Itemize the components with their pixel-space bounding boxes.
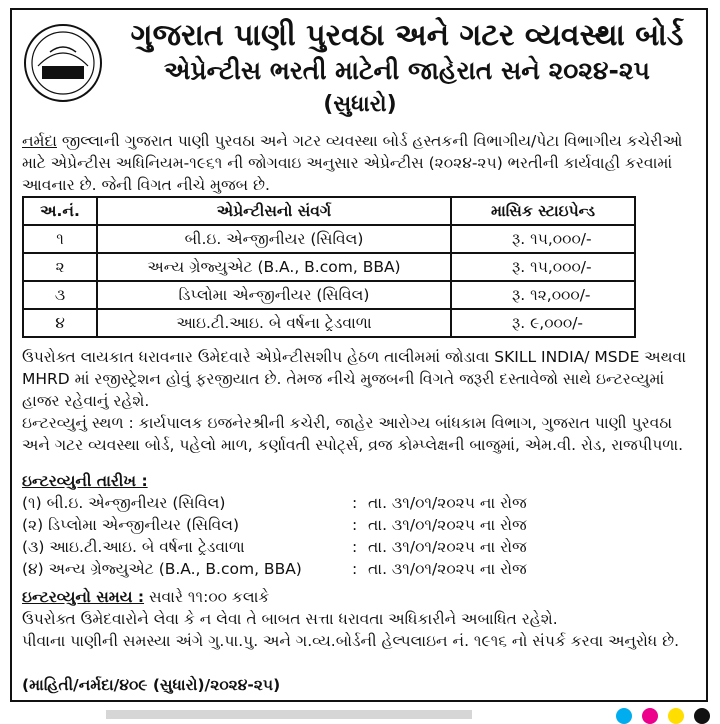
- date-row: [22, 538, 702, 560]
- yellow-register-mark: [668, 708, 684, 724]
- date-row-label: (૧) બી.ઇ. એન્જીનીયર (સિવિલ): [22, 494, 226, 512]
- intro-text: જીલ્લાની ગુજરાત પાણી પુરવઠા અને ગટર વ્યવસ્થા બોર્ડ હસ્તકની વિભાગીય/પેટા વિભાગીય કચેરીઓ માટે એપ્રેન્ટીસ અધિનિયમ-૧૯૬૧ ની જોગવાઇ અનુસાર એપ્રેન્ટીસ (૨૦૨૪-૨૫) ભરતીની કાર્યવાહી કરવામાં આવનાર છે. જેની વિગત નીચે મુજબ છે.: [22, 132, 683, 194]
- cell-serial: ૩: [23, 281, 97, 309]
- notes-block: [22, 608, 702, 652]
- date-row-colon: :: [352, 538, 358, 556]
- date-row-label: (૪) અન્ય ગ્રેજ્યુએટ (B.A., B.com, BBA): [22, 560, 302, 578]
- print-bar: [106, 710, 472, 719]
- interview-place-text: કાર્યપાલક ઇજનેરશ્રીની કચેરી, જાહેર આરોગ્ય બાંધકામ વિભાગ, ગુજરાત પાણી પુરવઠા અને ગટર વ્યવસ્થા બોર્ડ, પહેલો માળ, કર્ણાવતી સ્પોર્ટ્સ, વ્રજ કોમ્પ્લેક્ષની બાજુમાં, એમ.વી. રોડ, રાજપીપળા.: [22, 414, 684, 454]
- date-row-value: તા. ૩૧/૦૧/૨૦૨૫ ના રોજ: [368, 538, 527, 556]
- table-header-row: [23, 197, 635, 225]
- revision-label: (સુધારો): [323, 92, 397, 117]
- cell-category: ડિપ્લોમા એન્જીનીયર (સિવિલ): [97, 281, 451, 309]
- cell-category: બી.ઇ. એન્જીનીયર (સિવિલ): [97, 225, 451, 253]
- cell-stipend: રૂ. ૧૨,૦૦૦/-: [451, 281, 635, 309]
- col-serial-header: અ.નં.: [23, 197, 97, 225]
- cell-serial: ૧: [23, 225, 97, 253]
- cell-category: અન્ય ગ્રેજ્યુએટ (B.A., B.com, BBA): [97, 253, 451, 281]
- cell-stipend: રૂ. ૧૫,૦૦૦/-: [451, 225, 635, 253]
- eligibility-paragraph: ઉપરોક્ત લાયકાત ધરાવનાર ઉમેદવારે એપ્રેન્ટીસશીપ હેઠળ તાલીમમાં જોડાવા SKILL INDIA/ MSDE અથવા MHRD માં રજીસ્ટ્રેશન હોવું ફરજીયાત છે. તેમજ નીચે મુજબની વિગતે જરૂરી દસ્તાવેજો સાથે ઇન્ટરવ્યુમાં હાજર રહેવાનું રહેશે.: [22, 348, 687, 410]
- black-register-mark: [694, 708, 710, 724]
- date-row-colon: :: [352, 560, 358, 578]
- cell-serial: ૪: [23, 309, 97, 337]
- date-row-value: તા. ૩૧/૦૧/૨૦૨૫ ના રોજ: [368, 494, 527, 512]
- date-row-value: તા. ૩૧/૦૧/૨૦૨૫ ના રોજ: [368, 560, 527, 578]
- interview-time-value: સવારે ૧૧:૦૦ કલાકે: [148, 588, 270, 606]
- cell-serial: ૨: [23, 253, 97, 281]
- interview-dates-heading: ઇન્ટરવ્યુની તારીખ :: [22, 472, 148, 490]
- date-row: [22, 494, 702, 516]
- table-row: [23, 225, 635, 253]
- stipend-table: [22, 196, 636, 338]
- cell-stipend: રૂ. ૯,૦૦૦/-: [451, 309, 635, 337]
- interview-place-label: ઇન્ટરવ્યુનું સ્થળ :: [22, 414, 134, 432]
- date-row: [22, 560, 702, 582]
- table-row: [23, 281, 635, 309]
- district-name: નર્મદા: [22, 132, 57, 150]
- table-row: [23, 253, 635, 281]
- interview-time-label: ઇન્ટરવ્યુનો સમય :: [22, 588, 145, 606]
- intro-paragraph: [22, 130, 702, 196]
- cell-category: આઇ.ટી.આઇ. બે વર્ષના ટ્રેડવાળા: [97, 309, 451, 337]
- interview-place: [22, 412, 702, 456]
- cell-stipend: રૂ. ૧૫,૦૦૦/-: [451, 253, 635, 281]
- table-row: [23, 309, 635, 337]
- interview-time: [22, 586, 702, 608]
- print-strip: [0, 708, 720, 721]
- date-row-value: તા. ૩૧/૦૧/૨૦૨૫ ના રોજ: [368, 516, 527, 534]
- date-row: [22, 516, 702, 538]
- notice-title: ગુજરાત પાણી પુરવઠા અને ગટર વ્યવસ્થા બોર્ડ: [130, 18, 684, 53]
- col-stipend-header: માસિક સ્ટાઇપેન્ડ: [451, 197, 635, 225]
- date-row-colon: :: [352, 516, 358, 534]
- cyan-register-mark: [616, 708, 632, 724]
- reference-footer: (માહિતી/નર્મદા/૪૦૯ (સુધારો)/૨૦૨૪-૨૫): [22, 676, 281, 694]
- notice-subtitle: એપ્રેન્ટીસ ભરતી માટેની જાહેરાત સને ૨૦૨૪-૨૫: [164, 56, 650, 85]
- date-row-label: (૩) આઇ.ટી.આઇ. બે વર્ષના ટ્રેડવાળા: [22, 538, 245, 556]
- col-category-header: એપ્રેન્ટીસનો સંવર્ગ: [97, 197, 451, 225]
- note-line: પીવાના પાણીની સમસ્યા અંગે ગુ.પા.પુ. અને ગ.વ્ય.બોર્ડની હેલ્પલાઇન નં. ૧૯૧૬ નો સંપર્ક કરવા અનુરોધ છે.: [22, 632, 680, 650]
- note-line: ઉપરોક્ત ઉમેદવારોને લેવા કે ન લેવા તે બાબત સત્તા ધરાવતા અધિકારીને અબાધિત રહેશે.: [22, 610, 558, 628]
- date-row-label: (૨) ડિપ્લોમા એન્જીનીયર (સિવિલ): [22, 516, 240, 534]
- magenta-register-mark: [642, 708, 658, 724]
- date-row-colon: :: [352, 494, 358, 512]
